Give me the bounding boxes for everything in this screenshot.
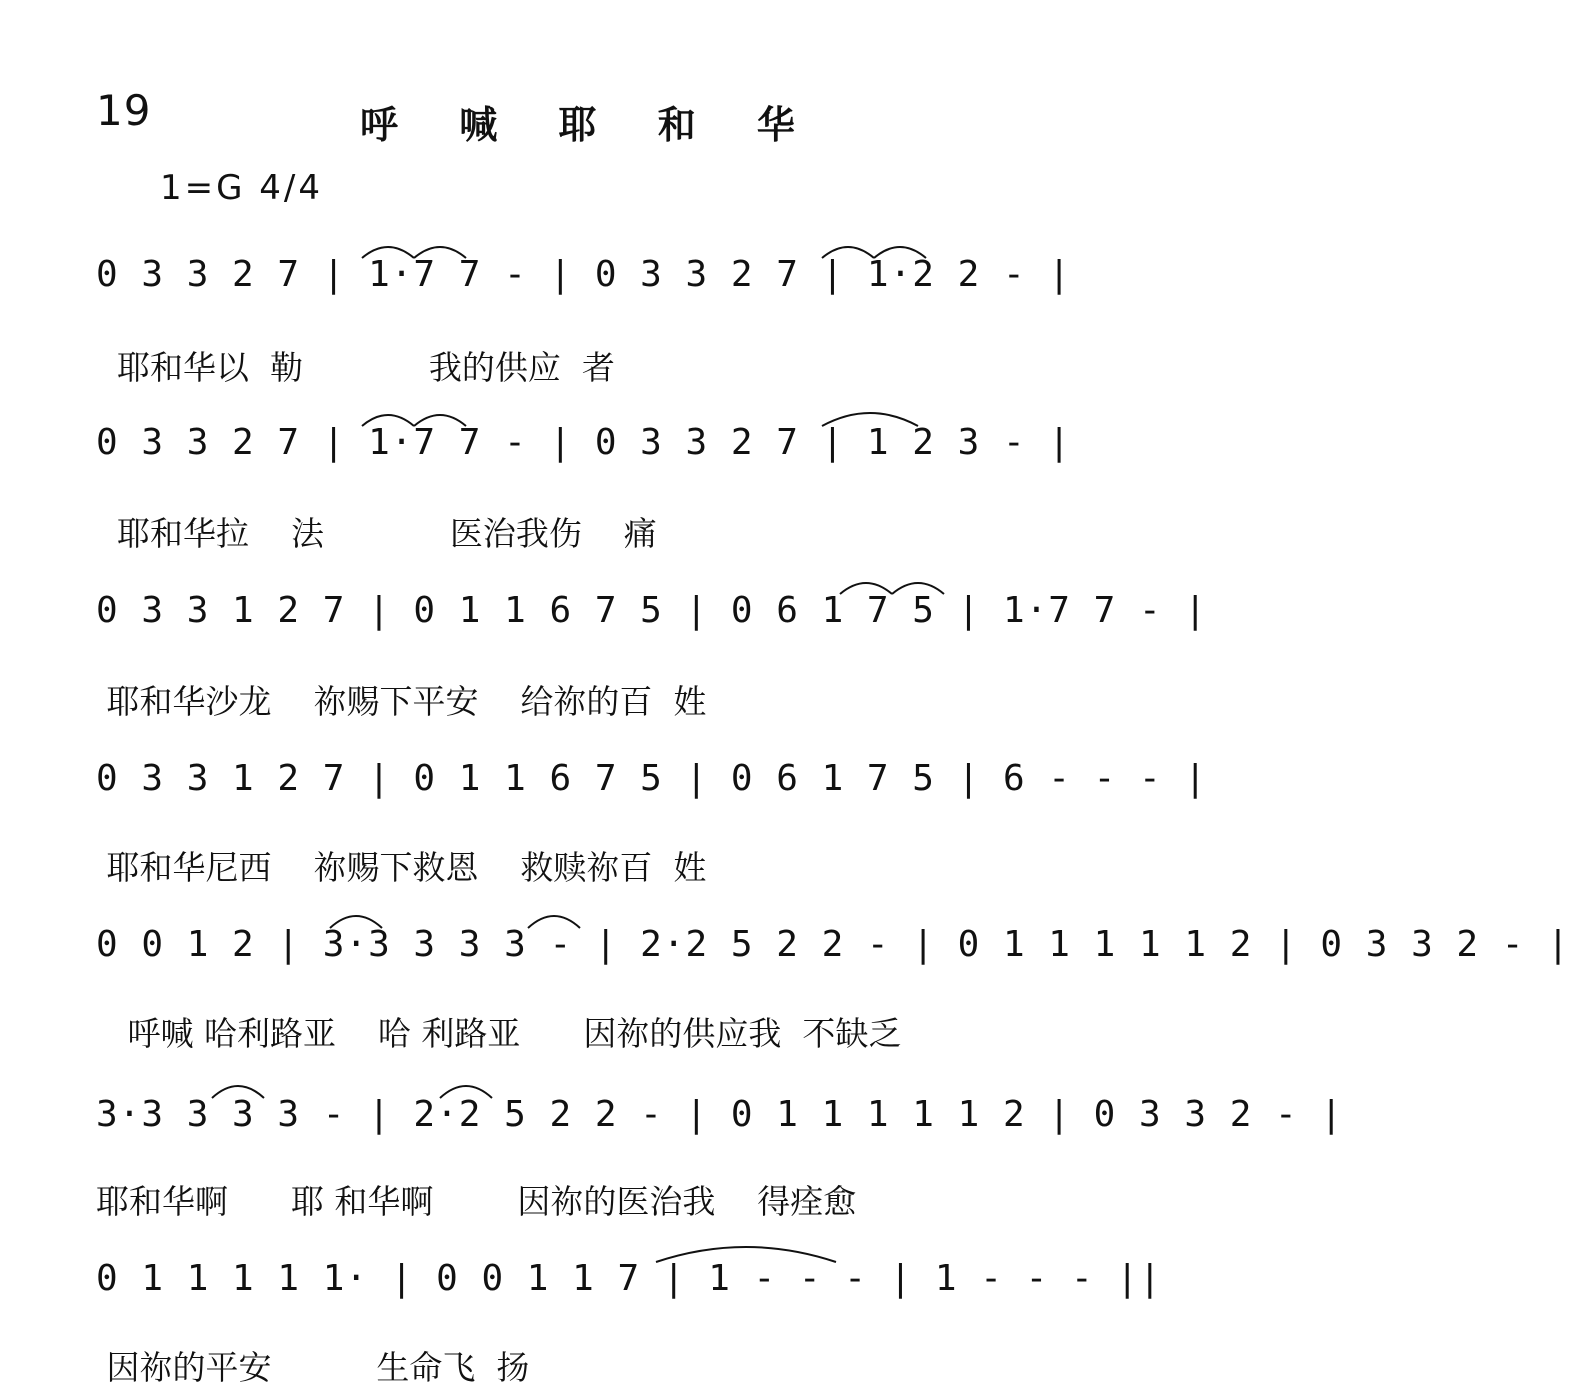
key-signature: 1=G 4/4	[160, 168, 323, 208]
lyrics-line-2: 耶和华拉 法 医治我伤 痛	[96, 514, 657, 553]
lyrics-line-1: 耶和华以 勒 我的供应 者	[96, 348, 615, 387]
notation-line-5: 0 0 1 2 | 3·3 3 3 3 - | 2·2 5 2 2 - | 0 1 1 1 1 1 2 | 0 3 3 2 - |	[96, 924, 1570, 965]
notation-line-6: 3·3 3 3 3 - | 2·2 5 2 2 - | 0 1 1 1 1 1 2 | 0 3 3 2 - |	[96, 1094, 1344, 1135]
slur-arc	[414, 247, 466, 258]
song-number: 19	[96, 86, 152, 135]
notation-line-7: 0 1 1 1 1 1· | 0 0 1 1 7 | 1 - - - | 1 - - - ||	[96, 1258, 1162, 1299]
slur-arc	[212, 1086, 264, 1098]
slur-arc	[822, 247, 874, 258]
lyrics-line-5: 呼喊 哈利路亚 哈 利路亚 因祢的供应我 不缺乏	[96, 1014, 902, 1053]
slur-arc	[840, 583, 892, 594]
notation-line-4: 0 3 3 1 2 7 | 0 1 1 6 7 5 | 0 6 1 7 5 | 6 - - - |	[96, 758, 1208, 799]
lyrics-line-6: 耶和华啊 耶 和华啊 因祢的医治我 得痊愈	[96, 1182, 857, 1221]
lyrics-line-4: 耶和华尼西 祢赐下救恩 救赎祢百 姓	[96, 848, 707, 887]
slur-arc	[874, 247, 926, 258]
slur-arc	[414, 415, 466, 426]
slur-arc	[330, 916, 382, 928]
lyrics-line-3: 耶和华沙龙 祢赐下平安 给祢的百 姓	[96, 682, 707, 721]
slur-arc	[656, 1247, 836, 1262]
slur-arc	[362, 247, 414, 258]
slur-arc	[822, 413, 918, 426]
song-title: 呼 喊 耶 和 华	[360, 102, 819, 147]
notation-line-2: 0 3 3 2 7 | 1·7 7 - | 0 3 3 2 7 | 1 2 3 - |	[96, 422, 1071, 463]
slur-arc	[528, 916, 580, 928]
slur-arc	[440, 1086, 492, 1098]
notation-line-1: 0 3 3 2 7 | 1·7 7 - | 0 3 3 2 7 | 1·2 2 - |	[96, 254, 1071, 295]
lyrics-line-7: 因祢的平安 生命飞 扬	[96, 1348, 530, 1387]
slur-arc	[362, 415, 414, 426]
notation-line-3: 0 3 3 1 2 7 | 0 1 1 6 7 5 | 0 6 1 7 5 | 1·7 7 - |	[96, 590, 1208, 631]
slur-arc	[892, 583, 944, 594]
